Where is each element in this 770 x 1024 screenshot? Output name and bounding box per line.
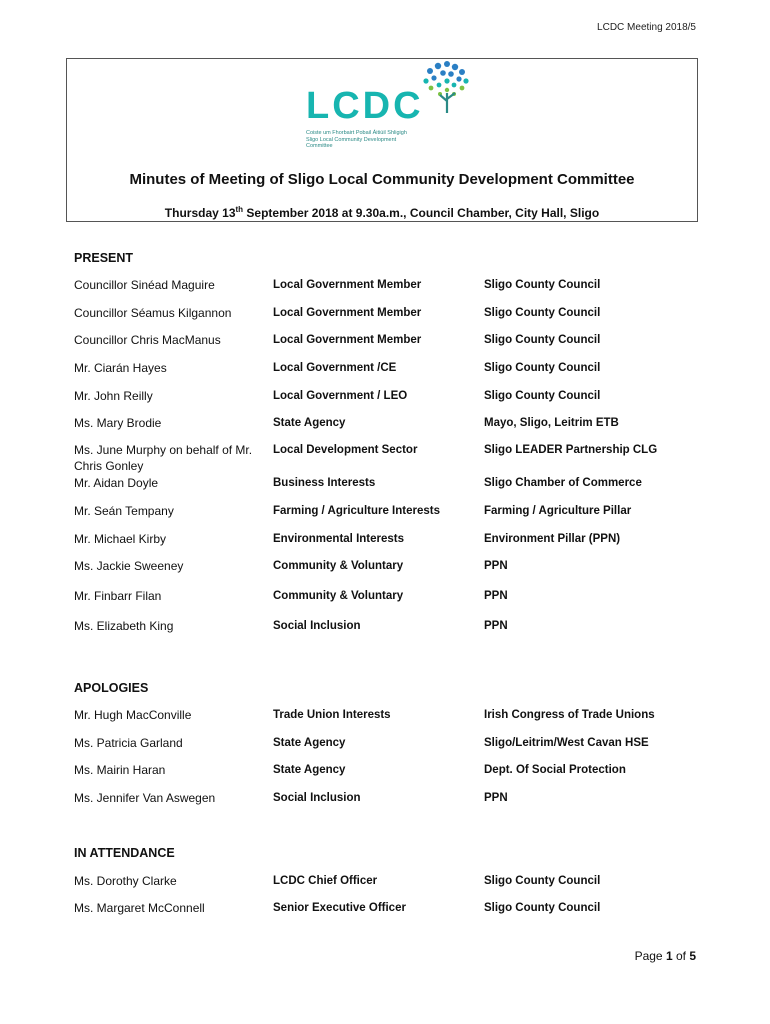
member-role: Trade Union Interests	[273, 709, 391, 721]
total-pages: 5	[689, 949, 696, 963]
member-name: Mr. Finbarr Filan	[74, 589, 162, 603]
member-name: Mr. Hugh MacConville	[74, 708, 192, 722]
member-name: Councillor Chris MacManus	[74, 333, 221, 347]
date-suffix: th	[235, 205, 244, 214]
member-role: LCDC Chief Officer	[273, 875, 378, 887]
table-row	[74, 735, 704, 765]
member-organisation: Irish Congress of Trade Unions	[484, 709, 655, 721]
member-role: Local Government / LEO	[273, 390, 408, 402]
member-organisation: Sligo County Council	[484, 362, 601, 374]
member-role: Local Government /CE	[273, 362, 397, 374]
meeting-date: Thursday 13	[164, 206, 236, 220]
table-row	[74, 531, 704, 561]
logo-subtext	[306, 130, 407, 150]
page-number	[635, 949, 696, 963]
table-row	[74, 475, 704, 505]
logo-sub-line: Sligo Local Community Development	[306, 136, 397, 143]
table-row	[74, 415, 704, 445]
member-name: Mr. Ciarán Hayes	[74, 361, 167, 375]
member-role: Local Government Member	[273, 307, 422, 319]
member-name: Mr. Michael Kirby	[74, 532, 167, 546]
logo-wordmark: LCDC	[306, 85, 424, 127]
table-row	[74, 332, 704, 362]
table-row	[74, 277, 704, 307]
meeting-details	[67, 205, 697, 220]
table-row	[74, 873, 704, 903]
member-organisation: PPN	[484, 560, 508, 572]
member-role: Social Inclusion	[273, 620, 361, 632]
member-organisation: PPN	[484, 792, 508, 804]
member-role: Environmental Interests	[273, 533, 405, 545]
member-organisation: Dept. Of Social Protection	[484, 764, 626, 776]
member-role: State Agency	[273, 764, 346, 776]
table-row	[74, 305, 704, 335]
table-row	[74, 503, 704, 533]
member-role: Community & Voluntary	[273, 560, 404, 572]
member-name: Ms. Elizabeth King	[74, 619, 174, 633]
tree-icon	[420, 59, 474, 117]
meeting-location: September 2018 at 9.30a.m., Council Chamber, City Hall, Sligo	[243, 206, 600, 220]
member-organisation: Sligo County Council	[484, 390, 601, 402]
member-organisation: Sligo County Council	[484, 307, 601, 319]
table-row	[74, 388, 704, 418]
member-role: State Agency	[273, 417, 346, 429]
table-row	[74, 360, 704, 390]
member-name: Councillor Séamus Kilgannon	[74, 306, 232, 320]
member-name: Ms. Mairin Haran	[74, 763, 166, 777]
table-row	[74, 618, 704, 648]
page-label: Page	[634, 949, 666, 963]
member-organisation: Sligo County Council	[484, 279, 601, 291]
member-name: Ms. Mary Brodie	[74, 416, 162, 430]
logo-sub-line: Coiste um Fhorbairt Pobail Áitiúil Shligigh	[306, 130, 407, 136]
member-role: Local Government Member	[273, 279, 422, 291]
table-row	[74, 762, 704, 792]
logo-sub-line: Committee	[306, 143, 333, 149]
member-organisation: PPN	[484, 590, 508, 602]
member-role: Business Interests	[273, 477, 376, 489]
table-row	[74, 558, 704, 588]
current-page: 1	[665, 949, 673, 963]
member-role: State Agency	[273, 737, 346, 749]
member-role: Social Inclusion	[273, 792, 361, 804]
member-organisation: Sligo Chamber of Commerce	[484, 477, 642, 489]
table-row	[74, 900, 704, 930]
member-organisation: Farming / Agriculture Pillar	[484, 505, 632, 517]
member-organisation: PPN	[484, 620, 508, 632]
lcdc-logo	[302, 59, 477, 149]
title-box	[66, 58, 698, 222]
member-organisation: Sligo/Leitrim/West Cavan HSE	[484, 737, 649, 749]
member-name: Ms. Patricia Garland	[74, 736, 183, 750]
member-name: Councillor Sinéad Maguire	[74, 278, 215, 292]
member-organisation: Sligo County Council	[484, 902, 601, 914]
member-organisation: Mayo, Sligo, Leitrim ETB	[484, 417, 619, 429]
member-organisation: Sligo County Council	[484, 875, 601, 887]
header-reference: LCDC Meeting 2018/5	[597, 22, 696, 33]
member-role: Local Development Sector	[273, 444, 418, 456]
member-name: Mr. Seán Tempany	[74, 504, 174, 518]
document-title: Minutes of Meeting of Sligo Local Community Development Committee	[129, 171, 635, 188]
member-name: Ms. Jackie Sweeney	[74, 559, 184, 573]
member-name: Ms. June Murphy on behalf of Mr. Chris Gonley	[74, 443, 253, 473]
member-organisation: Environment Pillar (PPN)	[484, 533, 621, 545]
section-heading-attendance: IN ATTENDANCE	[74, 846, 175, 860]
member-role: Senior Executive Officer	[273, 902, 406, 914]
member-organisation: Sligo LEADER Partnership CLG	[484, 444, 658, 456]
table-row	[74, 588, 704, 618]
member-role: Community & Voluntary	[273, 590, 404, 602]
member-organisation: Sligo County Council	[484, 334, 601, 346]
section-heading-apologies: APOLOGIES	[74, 681, 149, 695]
of-label: of	[672, 949, 690, 963]
member-name: Ms. Dorothy Clarke	[74, 874, 177, 888]
member-name: Mr. John Reilly	[74, 389, 153, 403]
table-row	[74, 707, 704, 737]
table-row	[74, 790, 704, 820]
member-name: Mr. Aidan Doyle	[74, 476, 159, 490]
member-name: Ms. Jennifer Van Aswegen	[74, 791, 216, 805]
member-role: Farming / Agriculture Interests	[273, 505, 440, 517]
member-name: Ms. Margaret McConnell	[74, 901, 205, 915]
member-role: Local Government Member	[273, 334, 422, 346]
table-row	[74, 442, 704, 472]
section-heading-present: PRESENT	[74, 251, 134, 265]
